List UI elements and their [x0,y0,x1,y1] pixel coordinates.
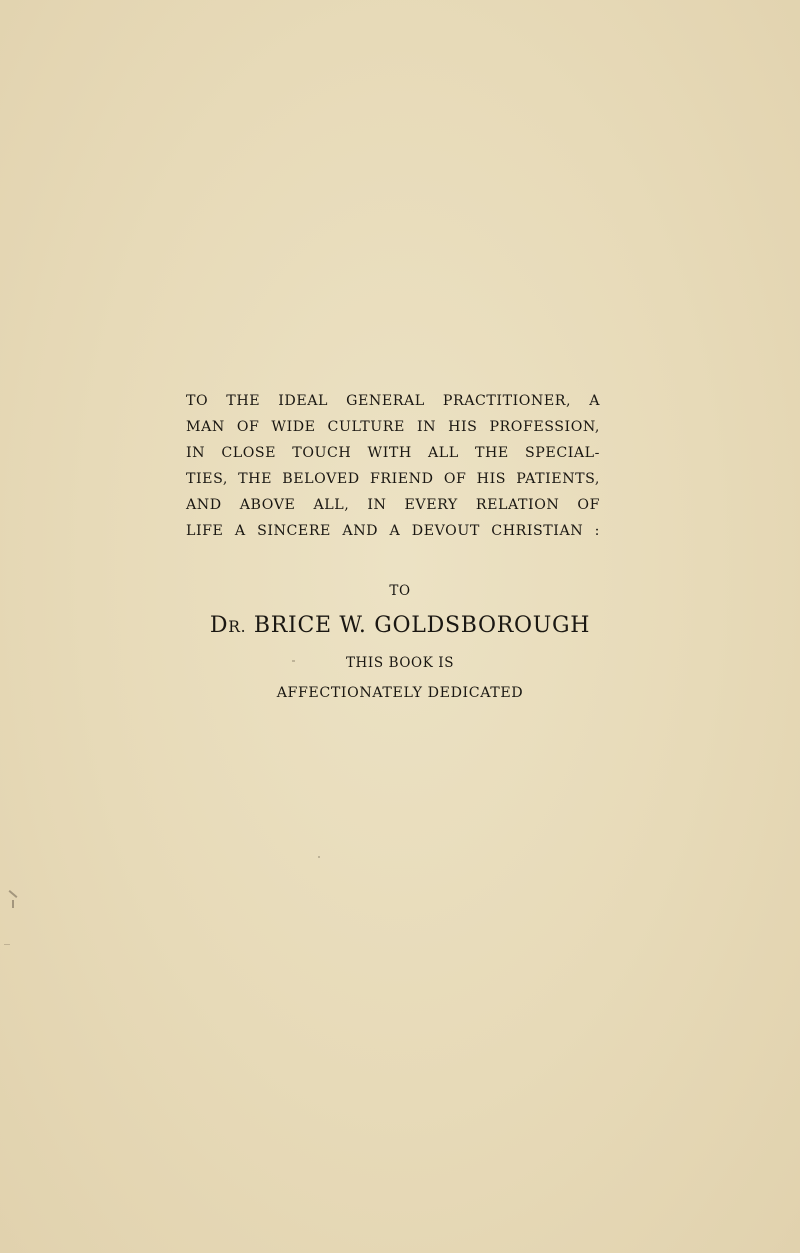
book-line: THIS BOOK IS [345,655,455,671]
dedicated-line: AFFECTIONATELY DEDICATED [276,685,524,701]
dedication-paragraph [186,388,600,544]
dedicatee-name [0,613,800,638]
name-prefix-rest: R. [228,618,247,636]
page-speck [292,660,295,662]
dedication-line-1: TO THE IDEAL GENERAL PRACTITIONER, A [186,393,600,409]
page-speck [4,944,10,945]
dedication-line-6: LIFE A SINCERE AND A DEVOUT CHRISTIAN : [186,523,600,539]
page-speck [318,856,320,858]
name-main: BRICE W. GOLDSBOROUGH [253,613,591,638]
dedication-to: TO [389,583,411,599]
dedication-line-2: MAN OF WIDE CULTURE IN HIS PROFESSION, [186,419,600,435]
dedication-line-3: IN CLOSE TOUCH WITH ALL THE SPECIAL- [186,445,600,461]
page-speck [9,890,18,898]
page-speck [12,900,14,908]
name-prefix-initial: D [209,613,229,638]
dedication-line-5: AND ABOVE ALL, IN EVERY RELATION OF [186,497,600,513]
dedication-line-4: TIES, THE BELOVED FRIEND OF HIS PATIENTS, [186,471,600,487]
